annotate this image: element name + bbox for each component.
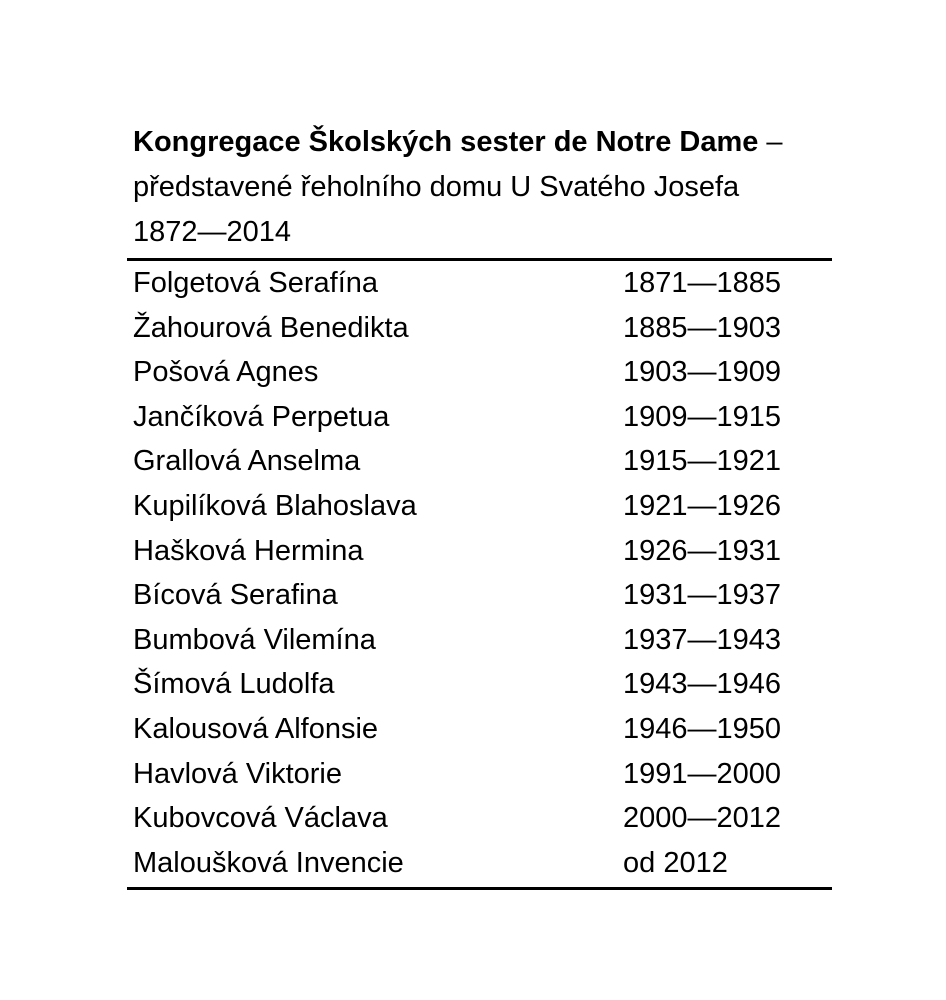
years-cell: 1946—1950	[623, 712, 782, 745]
name-cell: Grallová Anselma	[133, 445, 361, 478]
table-row	[127, 350, 832, 395]
years-cell: 1931—1937	[623, 579, 782, 612]
name-cell: Šímová Ludolfa	[133, 668, 335, 701]
name-cell: Kalousová Alfonsie	[133, 712, 379, 745]
name-cell: Jančíková Perpetua	[133, 400, 390, 433]
years-cell: 1909—1915	[623, 400, 782, 433]
table-row	[127, 395, 832, 440]
table-row	[127, 841, 832, 886]
years-cell: 1943—1946	[623, 668, 782, 701]
table-row	[127, 707, 832, 752]
table-row	[127, 529, 832, 574]
years-cell: 2000—2012	[623, 802, 782, 835]
name-cell: Bícová Serafina	[133, 579, 338, 612]
heading	[127, 120, 832, 255]
table-row	[127, 662, 832, 707]
years-cell: 1915—1921	[623, 445, 782, 478]
superiors-table	[127, 261, 832, 885]
name-cell: Folgetová Serafína	[133, 267, 379, 299]
name-cell: Bumbová Vilemína	[133, 623, 376, 656]
table-row	[127, 484, 832, 529]
document	[127, 120, 832, 890]
years-cell: 1885—1903	[623, 311, 782, 344]
table-row	[127, 439, 832, 484]
name-cell: Kubovcová Václava	[133, 802, 388, 835]
table-row	[127, 306, 832, 351]
name-cell: Žahourová Benedikta	[133, 311, 409, 344]
years-cell: 1926—1931	[623, 534, 782, 567]
superiors-table-body	[127, 261, 832, 885]
table-row	[127, 573, 832, 618]
title-bold: Kongregace Školských sester de Notre Dame	[133, 126, 759, 158]
table-row	[127, 618, 832, 663]
name-cell: Hašková Hermina	[133, 534, 364, 567]
name-cell: Kupilíková Blahoslava	[133, 489, 417, 522]
date-range: 1872—2014	[133, 216, 292, 248]
years-cell: 1903—1909	[623, 356, 782, 389]
subtitle: představené řeholního domu U Svatého Josefa	[133, 171, 740, 203]
name-cell: Pošová Agnes	[133, 356, 319, 389]
title-dash: –	[758, 126, 783, 158]
years-cell: 1991—2000	[623, 757, 782, 790]
bottom-rule	[127, 887, 832, 890]
years-cell: 1937—1943	[623, 623, 782, 656]
title-line	[133, 120, 832, 165]
name-cell: Maloušková Invencie	[133, 846, 404, 879]
years-cell: od 2012	[623, 846, 728, 879]
table-row	[127, 752, 832, 797]
name-cell: Havlová Viktorie	[133, 757, 343, 790]
table-row	[127, 261, 832, 306]
years-cell: 1921—1926	[623, 489, 782, 522]
years-cell: 1871—1885	[623, 267, 782, 299]
table-row	[127, 796, 832, 841]
